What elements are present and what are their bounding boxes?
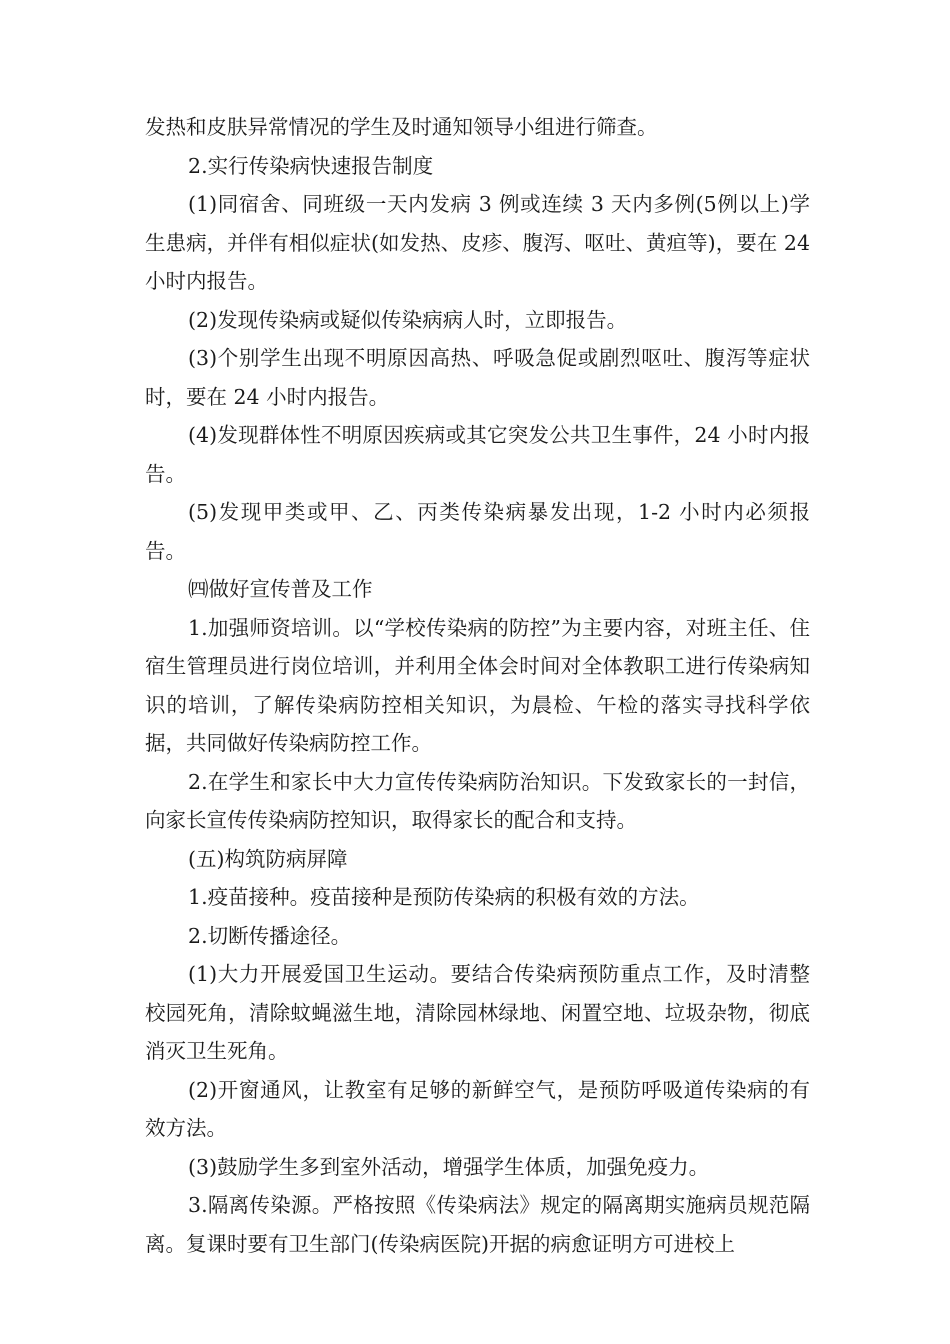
paragraph-16: (3)鼓励学生多到室外活动，增强学生体质，加强免疫力。 [188,1154,710,1179]
paragraph-13: 2.切断传播途径。 [188,923,352,948]
paragraph-4: (2)发现传染病或疑似传染病病人时，立即报告。 [188,307,628,332]
document-body [145,108,810,1263]
paragraph-5: (3)个别学生出现不明原因高热、呼吸急促或剧烈呕吐、腹泻等症状时，要在 24 小时内报告。 [145,346,810,409]
paragraph-10: 2.在学生和家长中大力宣传传染病防治知识。下发致家长的一封信，向家长宣传传染病防控知识，取得家长的配合和支持。 [145,769,810,832]
paragraph-1: 发热和皮肤异常情况的学生及时通知领导小组进行筛查。 [145,115,658,139]
section-heading-4: ㈣做好宣传普及工作 [188,577,373,601]
paragraph-14: (1)大力开展爱国卫生运动。要结合传染病预防重点工作，及时清整校园死角，清除蚊蝇滋生地，清除园林绿地、闲置空地、垃圾杂物，彻底消灭卫生死角。 [145,962,810,1063]
paragraph-7: (5)发现甲类或甲、乙、丙类传染病暴发出现，1-2 小时内必须报告。 [145,500,810,563]
paragraph-9: 1.加强师资培训。以“学校传染病的防控”为主要内容，对班主任、住宿生管理员进行岗位培训，并利用全体会时间对全体教职工进行传染病知识的培训，了解传染病防控相关知识，为晨检、午检的落实寻找科学依据，共同做好传染病防控工作。 [145,615,810,755]
paragraph-12: 1.疫苗接种。疫苗接种是预防传染病的积极有效的方法。 [188,885,700,909]
paragraph-17: 3.隔离传染源。严格按照《传染病法》规定的隔离期实施病员规范隔离。复课时要有卫生部门(传染病医院)开据的病愈证明方可进校上 [145,1193,810,1256]
section-heading-5: (五)构筑防病屏障 [188,846,348,871]
paragraph-15: (2)开窗通风，让教室有足够的新鲜空气，是预防呼吸道传染病的有效方法。 [145,1077,810,1140]
paragraph-2: 2.实行传染病快速报告制度 [188,153,434,178]
paragraph-6: (4)发现群体性不明原因疾病或其它突发公共卫生事件，24 小时内报告。 [145,423,810,486]
paragraph-3: (1)同宿舍、同班级一天内发病 3 例或连续 3 天内多例(5例以上)学生患病，并伴有相似症状(如发热、皮疹、腹泻、呕吐、黄疸等)，要在 24 小时内报告。 [145,192,810,293]
